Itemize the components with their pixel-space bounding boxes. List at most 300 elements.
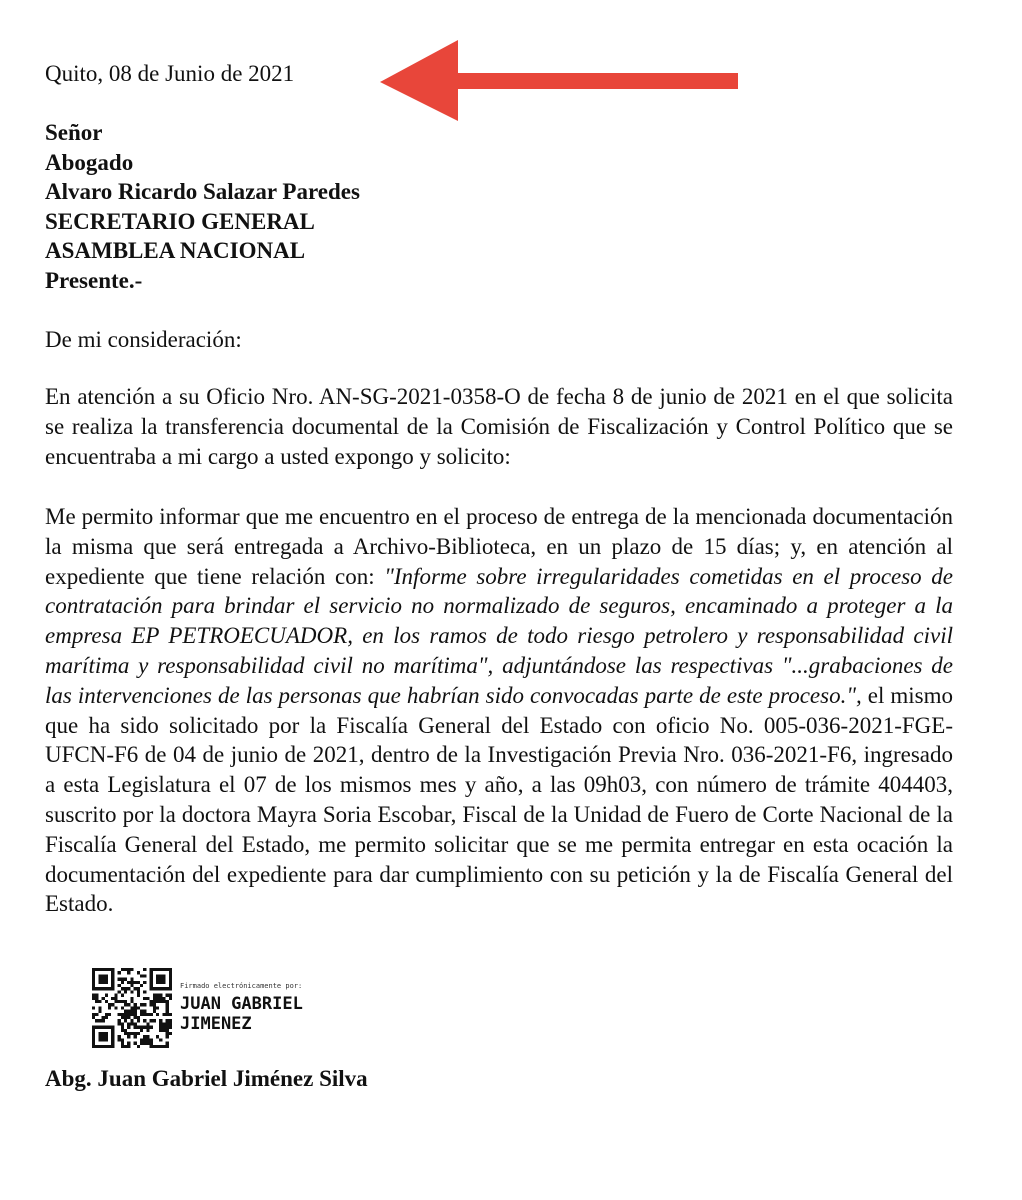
qr-module	[124, 1029, 127, 1032]
addressee-line-institution: ASAMBLEA NACIONAL	[45, 238, 306, 264]
qr-module	[105, 981, 108, 984]
qr-module	[127, 987, 130, 990]
qr-module	[92, 1038, 95, 1041]
qr-module	[156, 1045, 159, 1048]
qr-module	[127, 1022, 130, 1025]
qr-module	[134, 1003, 137, 1006]
qr-module	[124, 978, 127, 981]
qr-module	[111, 987, 114, 990]
qr-module	[111, 971, 114, 974]
qr-module	[108, 968, 111, 971]
qr-module	[98, 1032, 101, 1035]
qr-module	[159, 981, 162, 984]
qr-module	[121, 978, 124, 981]
qr-module	[156, 981, 159, 984]
addressee-line-name: Alvaro Ricardo Salazar Paredes	[45, 179, 360, 205]
qr-module	[143, 997, 146, 1000]
qr-module	[92, 984, 95, 987]
qr-module	[95, 1026, 98, 1029]
qr-module	[150, 1042, 153, 1045]
qr-module	[162, 997, 165, 1000]
qr-module	[124, 987, 127, 990]
qr-module	[124, 1000, 127, 1003]
qr-module	[118, 1035, 121, 1038]
qr-module	[146, 1042, 149, 1045]
qr-module	[114, 1006, 117, 1009]
qr-code-icon	[92, 968, 172, 1048]
qr-module	[153, 994, 156, 997]
qr-module	[118, 984, 121, 987]
qr-module	[134, 1032, 137, 1035]
qr-module	[150, 1038, 153, 1041]
qr-module	[111, 968, 114, 971]
qr-module	[111, 1029, 114, 1032]
qr-module	[121, 1045, 124, 1048]
signature-name	[180, 994, 303, 1034]
qr-module	[102, 1032, 105, 1035]
qr-module	[121, 1006, 124, 1009]
qr-module	[111, 974, 114, 977]
qr-module	[166, 1000, 169, 1003]
qr-module	[92, 1013, 95, 1016]
paragraph-2-intro: Me permito informar que me encuentro en el proceso de entrega de la mencionada documentación la misma que será entregada a Archivo-Biblioteca, en un plazo de 15 días; y, en atención al expediente que tiene relación con:	[45, 504, 953, 589]
qr-module	[134, 1006, 137, 1009]
qr-module	[124, 968, 127, 971]
qr-module	[166, 1032, 169, 1035]
qr-module	[127, 1010, 130, 1013]
qr-module	[156, 997, 159, 1000]
qr-module	[143, 968, 146, 971]
qr-module	[156, 978, 159, 981]
qr-module	[111, 984, 114, 987]
qr-module	[150, 1000, 153, 1003]
paragraph-2	[45, 502, 953, 919]
qr-module	[150, 1026, 153, 1029]
qr-module	[127, 981, 130, 984]
qr-module	[111, 1032, 114, 1035]
qr-module	[169, 997, 172, 1000]
qr-module	[121, 1013, 124, 1016]
qr-module	[102, 981, 105, 984]
qr-module	[102, 1019, 105, 1022]
paragraph-2-quote: "Informe sobre irregularidades cometidas en el proceso de contratación para brindar el servicio no normalizado de seguros, encaminado a proteger a la empresa EP PETROECUADOR, en los ramos de todo riesgo petrolero y responsabilidad civil marítima y responsabilidad civil no marítima", adjuntándose las respectivas "...grabaciones de las intervenciones de las personas que habrían sido convocadas parte de este proceso.",	[45, 563, 953, 708]
qr-module	[166, 1003, 169, 1006]
addressee-line-position: SECRETARIO GENERAL	[45, 208, 315, 234]
qr-module	[159, 1000, 162, 1003]
qr-module	[130, 981, 133, 984]
qr-module	[143, 990, 146, 993]
qr-module	[98, 1000, 101, 1003]
qr-module	[159, 968, 162, 971]
qr-module	[111, 1045, 114, 1048]
qr-module	[92, 1026, 95, 1029]
qr-module	[98, 1038, 101, 1041]
qr-module	[166, 1013, 169, 1016]
qr-module	[166, 1035, 169, 1038]
qr-module	[143, 1003, 146, 1006]
qr-module	[95, 987, 98, 990]
qr-module	[121, 1000, 124, 1003]
qr-module	[162, 974, 165, 977]
qr-module	[143, 974, 146, 977]
qr-module	[118, 1013, 121, 1016]
qr-module	[105, 968, 108, 971]
qr-module	[159, 978, 162, 981]
qr-module	[111, 1035, 114, 1038]
qr-module	[137, 1032, 140, 1035]
qr-module	[134, 1035, 137, 1038]
qr-module	[159, 1019, 162, 1022]
qr-module	[169, 984, 172, 987]
qr-module	[95, 1019, 98, 1022]
qr-module	[137, 994, 140, 997]
qr-module	[98, 1010, 101, 1013]
qr-module	[137, 1019, 140, 1022]
qr-module	[102, 997, 105, 1000]
qr-module	[169, 1032, 172, 1035]
qr-module	[137, 1016, 140, 1019]
qr-module	[166, 1019, 169, 1022]
qr-module	[140, 1003, 143, 1006]
qr-module	[153, 1019, 156, 1022]
qr-module	[169, 1026, 172, 1029]
qr-module	[162, 981, 165, 984]
qr-module	[127, 1035, 130, 1038]
qr-module	[159, 1026, 162, 1029]
qr-module	[102, 1038, 105, 1041]
qr-module	[156, 974, 159, 977]
addressee-line-salutation: Señor	[45, 120, 103, 145]
arrow-left-icon	[370, 35, 750, 125]
qr-module	[159, 1045, 162, 1048]
qr-module	[98, 1006, 101, 1009]
qr-module	[166, 987, 169, 990]
qr-module	[140, 1042, 143, 1045]
qr-module	[108, 1045, 111, 1048]
qr-module	[121, 1029, 124, 1032]
qr-module	[127, 1032, 130, 1035]
qr-module	[111, 1003, 114, 1006]
qr-module	[111, 981, 114, 984]
qr-module	[137, 1045, 140, 1048]
qr-module	[95, 997, 98, 1000]
qr-module	[92, 968, 95, 971]
qr-module	[130, 1013, 133, 1016]
qr-module	[98, 978, 101, 981]
qr-module	[130, 984, 133, 987]
qr-module	[150, 1013, 153, 1016]
qr-module	[146, 1029, 149, 1032]
qr-module	[150, 1003, 153, 1006]
qr-module	[159, 987, 162, 990]
qr-module	[159, 1038, 162, 1041]
qr-module	[140, 1010, 143, 1013]
qr-module	[150, 1019, 153, 1022]
qr-module	[127, 1042, 130, 1045]
qr-module	[137, 990, 140, 993]
qr-module	[159, 1022, 162, 1025]
qr-module	[134, 1013, 137, 1016]
qr-module	[127, 1045, 130, 1048]
qr-module	[143, 1019, 146, 1022]
qr-module	[146, 1022, 149, 1025]
qr-module	[146, 1013, 149, 1016]
qr-module	[130, 1019, 133, 1022]
qr-module	[150, 1045, 153, 1048]
qr-module	[130, 978, 133, 981]
qr-module	[140, 974, 143, 977]
qr-module	[156, 987, 159, 990]
qr-module	[98, 1035, 101, 1038]
qr-module	[150, 971, 153, 974]
qr-module	[92, 1016, 95, 1019]
qr-module	[166, 1026, 169, 1029]
qr-module	[146, 1026, 149, 1029]
signature-name-line-1: JUAN GABRIEL	[180, 994, 303, 1014]
qr-module	[124, 1016, 127, 1019]
qr-module	[124, 1019, 127, 1022]
qr-module	[162, 1029, 165, 1032]
qr-module	[162, 1022, 165, 1025]
qr-module	[134, 1016, 137, 1019]
qr-module	[166, 1022, 169, 1025]
qr-module	[102, 968, 105, 971]
qr-module	[162, 1000, 165, 1003]
qr-module	[166, 1042, 169, 1045]
qr-module	[105, 974, 108, 977]
qr-module	[92, 997, 95, 1000]
qr-module	[124, 1003, 127, 1006]
qr-module	[98, 1019, 101, 1022]
qr-module	[114, 997, 117, 1000]
qr-module	[127, 1026, 130, 1029]
qr-module	[156, 1013, 159, 1016]
qr-module	[134, 1042, 137, 1045]
qr-module	[150, 984, 153, 987]
qr-module	[162, 987, 165, 990]
qr-module	[143, 1026, 146, 1029]
qr-module	[150, 987, 153, 990]
qr-module	[118, 1038, 121, 1041]
qr-module	[127, 1016, 130, 1019]
qr-module	[95, 1000, 98, 1003]
qr-module	[95, 1013, 98, 1016]
qr-module	[108, 1026, 111, 1029]
qr-module	[166, 994, 169, 997]
qr-module	[121, 1016, 124, 1019]
qr-module	[143, 1013, 146, 1016]
qr-module	[143, 1038, 146, 1041]
qr-module	[156, 1006, 159, 1009]
addressee-line-presente: Presente.-	[45, 267, 143, 293]
qr-module	[150, 968, 153, 971]
qr-module	[118, 1019, 121, 1022]
qr-module	[130, 990, 133, 993]
qr-module	[153, 997, 156, 1000]
qr-module	[130, 1006, 133, 1009]
qr-module	[92, 1042, 95, 1045]
qr-module	[98, 1045, 101, 1048]
qr-module	[150, 981, 153, 984]
qr-module	[98, 987, 101, 990]
arrow-shape	[380, 40, 738, 121]
qr-module	[162, 1045, 165, 1048]
qr-module	[169, 968, 172, 971]
qr-module	[143, 1035, 146, 1038]
qr-module	[153, 1000, 156, 1003]
letter-date: Quito, 08 de Junio de 2021	[45, 61, 295, 86]
qr-module	[143, 981, 146, 984]
qr-module	[166, 1029, 169, 1032]
qr-module	[127, 1003, 130, 1006]
qr-module	[111, 1042, 114, 1045]
qr-module	[137, 987, 140, 990]
qr-module	[98, 968, 101, 971]
qr-module	[146, 1038, 149, 1041]
qr-module	[105, 1026, 108, 1029]
qr-module	[95, 1045, 98, 1048]
qr-module	[95, 994, 98, 997]
qr-module	[121, 1042, 124, 1045]
qr-module	[166, 1045, 169, 1048]
qr-module	[124, 1010, 127, 1013]
qr-module	[150, 978, 153, 981]
qr-module	[118, 971, 121, 974]
qr-module	[105, 987, 108, 990]
qr-module	[140, 1029, 143, 1032]
qr-module	[166, 1010, 169, 1013]
qr-module	[92, 1006, 95, 1009]
qr-module	[134, 1022, 137, 1025]
qr-module	[121, 1026, 124, 1029]
qr-module	[98, 974, 101, 977]
qr-module	[153, 1006, 156, 1009]
qr-module	[146, 1035, 149, 1038]
qr-module	[105, 1045, 108, 1048]
qr-module	[140, 1038, 143, 1041]
qr-module	[121, 1038, 124, 1041]
qr-module	[92, 1032, 95, 1035]
qr-module	[124, 1045, 127, 1048]
qr-module	[169, 978, 172, 981]
qr-module	[108, 987, 111, 990]
signature-caption: Firmado electrónicamente por:	[180, 982, 303, 990]
qr-module	[102, 1035, 105, 1038]
qr-module	[137, 1026, 140, 1029]
qr-module	[121, 987, 124, 990]
qr-module	[137, 981, 140, 984]
qr-module	[98, 981, 101, 984]
qr-module	[127, 968, 130, 971]
qr-module	[150, 974, 153, 977]
qr-module	[137, 1006, 140, 1009]
qr-module	[111, 978, 114, 981]
qr-module	[169, 981, 172, 984]
qr-module	[118, 1000, 121, 1003]
qr-module	[169, 987, 172, 990]
qr-module	[92, 1045, 95, 1048]
qr-module	[95, 968, 98, 971]
qr-module	[105, 994, 108, 997]
qr-module	[130, 1022, 133, 1025]
qr-module	[105, 978, 108, 981]
qr-module	[166, 1006, 169, 1009]
qr-module	[108, 1006, 111, 1009]
qr-module	[130, 968, 133, 971]
qr-module	[121, 1022, 124, 1025]
qr-module	[114, 1000, 117, 1003]
addressee-block	[45, 118, 360, 296]
addressee-line-title: Abogado	[45, 149, 134, 175]
qr-module	[105, 1000, 108, 1003]
qr-module	[156, 968, 159, 971]
qr-module	[153, 1003, 156, 1006]
qr-module	[118, 1022, 121, 1025]
qr-module	[169, 974, 172, 977]
qr-module	[124, 1013, 127, 1016]
qr-module	[92, 981, 95, 984]
qr-module	[127, 1013, 130, 1016]
qr-module	[102, 1016, 105, 1019]
qr-module	[162, 978, 165, 981]
qr-module	[162, 1013, 165, 1016]
qr-module	[105, 1035, 108, 1038]
qr-module	[162, 1026, 165, 1029]
qr-module	[121, 994, 124, 997]
qr-module	[121, 968, 124, 971]
qr-module	[92, 971, 95, 974]
qr-module	[102, 987, 105, 990]
qr-module	[92, 987, 95, 990]
qr-module	[169, 971, 172, 974]
qr-module	[169, 1022, 172, 1025]
qr-module	[169, 994, 172, 997]
qr-module	[105, 1013, 108, 1016]
paragraph-1: En atención a su Oficio Nro. AN-SG-2021-0358-O de fecha 8 de junio de 2021 en el que solicita se realiza la transferencia documental de la Comisión de Fiscalización y Control Político que se encuentraba a mi cargo a usted expongo y solicito:	[45, 384, 953, 469]
qr-module	[159, 974, 162, 977]
qr-module	[102, 978, 105, 981]
qr-module	[153, 1045, 156, 1048]
qr-module	[140, 1026, 143, 1029]
qr-module	[118, 990, 121, 993]
qr-module	[130, 1032, 133, 1035]
qr-module	[153, 968, 156, 971]
qr-module	[118, 978, 121, 981]
qr-module	[134, 1010, 137, 1013]
qr-module	[169, 1019, 172, 1022]
qr-module	[108, 1003, 111, 1006]
qr-module	[105, 1016, 108, 1019]
qr-module	[130, 1010, 133, 1013]
qr-module	[92, 974, 95, 977]
qr-module	[143, 1010, 146, 1013]
qr-module	[98, 1026, 101, 1029]
qr-module	[111, 997, 114, 1000]
qr-module	[146, 997, 149, 1000]
qr-module	[111, 1038, 114, 1041]
qr-module	[140, 1013, 143, 1016]
qr-module	[162, 968, 165, 971]
qr-module	[130, 997, 133, 1000]
qr-module	[140, 984, 143, 987]
signer-name: Abg. Juan Gabriel Jiménez Silva	[45, 1066, 368, 1091]
qr-module	[159, 1029, 162, 1032]
qr-module	[108, 1013, 111, 1016]
qr-module	[92, 1029, 95, 1032]
qr-module	[127, 971, 130, 974]
qr-module	[124, 1032, 127, 1035]
qr-module	[153, 1010, 156, 1013]
